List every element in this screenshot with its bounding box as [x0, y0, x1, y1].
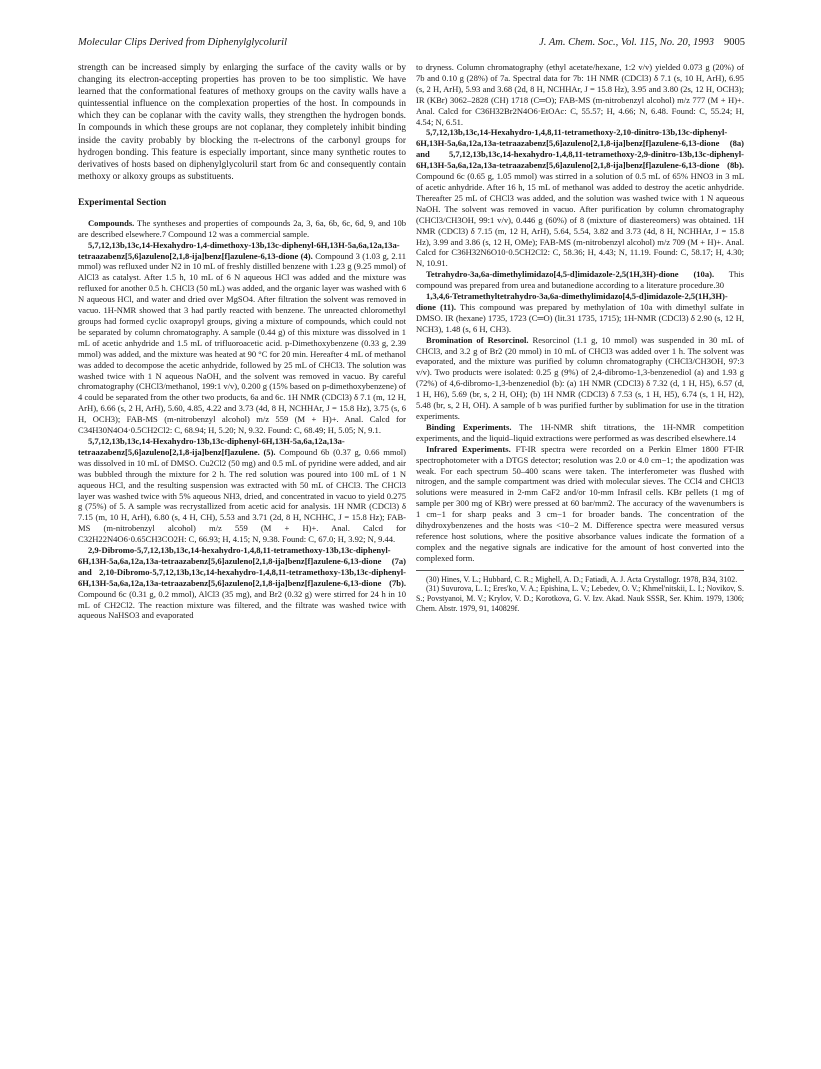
paragraph-title: Infrared Experiments. [426, 443, 511, 454]
running-header [78, 37, 745, 53]
paragraph-body: Compound 6c (0.65 g, 1.05 mmol) was stirred in a solution of 0.5 mL of 65% HNO3 in 3 mL of acetic anhydride. After 16 h, 15 mL of methanol was added to destroy the acetic anhydride. Thereafter 25 mL of CHCl3 was added, and the solution was washed twice with 1 N aqueous NaOH. The solvent was removed in vacuo. After purification by column chromatography (CHCl3/CH3OH, 99:1 v/v), 0.446 g (60%) of 8 (mixture of diastereomers) was obtained. 1H NMR (CDCl3) δ 7.15 (m, 12 H, ArH), 5.64, 5.54, 3.82 and 3.73 (4d, 8 H, NCHHAr, J = 15.8 Hz), 3.99 and 3.86 (s, 12 H, OMe); FAB-MS (m-nitrobenzyl alcohol) m/z 709 (M + H)+. Anal. Calcd for C36H32N6O10·0.5CH2Cl2: C, 58.36; H, 4.43; N, 11.19. Found: C, 58.17; H, 4.30; N, 10.91. [416, 171, 744, 269]
paragraph-bromination [416, 335, 744, 422]
journal-citation [539, 37, 745, 48]
intro-paragraph: strength can be increased simply by enlarging the surface of the cavity walls or by changing its electron-accepting properties has proven to be too simplistic. We have learned that the conformational features of methoxy groups on the cavity walls have a quintessential influence on the complexation properties of the host. In compounds in which they can be coplanar with the cavity walls, they strengthen the hydrogen bonds. In compounds in which these groups are not coplanar, they completely inhibit binding inside the cavity probably by blocking the π-electrons of the carbonyl groups for hydrogen bonding. This feature is especially important, since many synthetic routes to derivatives of hosts based on diphenylglycoluril start from 6c and consequently contain methoxy or alkoxy groups as substituents. [78, 63, 406, 182]
footnote-30: (30) Hines, V. L.; Hubbard, C. R.; Mighell, A. D.; Fatiadi, A. J. Acta Crystallogr. 1978, B34, 3102. [426, 574, 738, 584]
paragraph-body: Compound 3 (1.03 g, 2.11 mmol) was refluxed under N2 in 10 mL of freshly distilled benzene with 1.23 g (9.25 mmol) of AlCl3 as catalyst. After 1.5 h, 10 mL of 6 N aqueous HCl was added and the mixture was refluxed for another 0.5 h. CHCl3 (50 mL) was added, and the organic layer was washed with 6 N aqueous HCl, and water and dried over MgSO4. After filtration the solvent was removed in vacuo. 1H-NMR showed that 3 had partly reacted with benzene. The unreacted chloromethyl groups had formed cyclic oxapropyl groups, giving a mixture of compounds, which could not be separated by column chromatography. A sample (0.44 g) of this mixture was dissolved in 1 mL of acetic anhydride and 1.5 mL of trifluoroacetic acid. p-Dimethoxybenzene (0.33 g, 2.39 mmol) was added, and the mixture was heated at 90 °C for 20 min. Hereafter 4 mL of methanol was added to decompose the acetic anhydride, followed by 25 mL of CHCl3. The solution was washed twice with 1 N aqueous NaOH, and the solvent was removed in vacuo. By careful chromatography (CHCl3/methanol, 199:1 v/v), 0.200 g (15% based on p-dimethoxybenzene) of 4 could be separated from the other two products, 6a and 6c. 1H NMR (CDCl3) δ 7.1 (m, 12 H, ArH), 6.66 (s, 2 H, ArH), 5.60, 4.85, 4.22 and 3.73 (4d, 8 H, NCHHAr, J = 15.8 Hz), 3.75 (s, 6 H, OCH3); FAB-MS (m-nitrobenzyl alcohol) m/z 559 (M + H)+. Anal. Calcd for C34H30N4O4·0.5CH2Cl2: C, 68.94; H, 5.20; N, 9.32. Found: C, 68.49; H, 5.05; N, 9.1. [78, 250, 406, 436]
paragraph-body: Compound 6b (0.37 g, 0.66 mmol) was dissolved in 10 mL of DMSO. Cu2Cl2 (50 mg) and 0.5 mL of pyridine were added, and air was bubbled through the mixture for 2 h. The red solution was poured into 100 mL of 1 N aqueous HCl, and the resulting suspension was extracted with 50 mL of CHCl3. The CHCl3 layer was washed twice with 5% aqueous NH3, dried, and concentrated in vacuo to yield 0.275 g (75%) of 5. A sample was recrystallized from acetic acid for analysis. 1H NMR (CDCl3) δ 7.15 (m, 10 H, ArH), 6.80 (s, 4 H, CH), 5.53 and 3.71 (2d, 8 H, NCHHC, J = 15.8 Hz); FAB-MS (m-nitrobenzyl alcohol) m/z 559 (M + H)+. Anal. Calcd for C32H22N4O6·0.65CH3CO2H: C, 66.93; H, 4.15; N, 9.38. Found: C, 67.0; H, 3.92; N, 9.44. [78, 446, 406, 545]
paragraph-compound-5 [78, 436, 406, 545]
paragraph-compound-7 [78, 545, 406, 621]
paragraph-body: The syntheses and properties of compounds 2a, 3, 6a, 6b, 6c, 6d, 9, and 10b are described elsewhere.7 Compound 12 was a commercial sample. [78, 217, 406, 239]
left-column [78, 62, 406, 621]
paragraph-body: Compound 6c (0.31 g, 0.2 mmol), AlCl3 (35 mg), and Br2 (0.32 g) were stirred for 24 h in 10 mL of CH2Cl2. The reaction mixture was filtered, and the filtrate was washed twice with aqueous NaHSO3 and evaporated [78, 588, 406, 621]
section-heading: Experimental Section [78, 196, 167, 208]
paragraph-compound-8 [416, 127, 744, 269]
running-title: Molecular Clips Derived from Diphenylglycoluril [78, 37, 287, 48]
paragraph-binding [416, 422, 744, 444]
paragraph-title: Binding Experiments. [426, 421, 512, 432]
paragraph-compound-11 [416, 291, 744, 335]
paragraph-body: This compound was prepared by methylation of 10a with dimethyl sulfate in DMSO. IR (hexane) 1735, 1723 (C═O) (lit.31 1735, 1715); 1H-NMR (CDCl3) δ 2.90 (s, 12 H, NCH3), 1.48 (s, 6 H, CH3). [416, 301, 744, 334]
paragraph-title: Bromination of Resorcinol. [426, 334, 529, 345]
paragraph-title: Tetrahydro-3a,6a-dimethylimidazo[4,5-d]imidazole-2,5(1H,3H)-dione (10a). [426, 269, 715, 280]
paragraph-title: 2,9-Dibromo-5,7,12,13b,13c,14-hexahydro-1,4,8,11-tetramethoxy-13b,13c-diphenyl-6H,13H-5a,6a,12a,13a-tetraazabenz[5,6]azuleno[2,1,8-ija]benz[f]azulene-6,13-dione (7a) and 2,10-Dibromo-5,7,12,13b,13c,14-hexahydro-1,4,8,11-tetramethoxy-13b,13c-diphenyl-6H,13H-5a,6a,12a,13a-tetraazabenz[5,6]azuleno[2,1,8-ija]benz[f]azulene-6,13-dione (7b). [78, 545, 406, 588]
footnotes [416, 570, 744, 614]
paragraph-title: 5,7,12,13b,13c,14-Hexahydro-1,4,8,11-tetramethoxy-2,10-dinitro-13b,13c-diphenyl-6H,13H-5a,6a,12a,13a-tetraazabenz[5,6]azuleno[2,1,8-ija]benz[f]azulene-6,13-dione (8a) and 5,7,12,13b,13c,14-hexahydro-1,4,8,11-tetramethoxy-2,9-dinitro-13b,13c-diphenyl-6H,13H-5a,6a,12a,13a-tetraazabenz[5,6]azuleno[2,1,8-ija]benz[f]azulene-6,13-dione (8b). [416, 127, 744, 171]
paragraph-body: FT-IR spectra were recorded on a Perkin Elmer 1800 FT-IR spectrophotometer with a DTGS detector; resolution was 2.0 or 4.0 cm−1; the apodization was weak. For each spectrum 50–400 scans were taken. The interferometer was flushed with nitrogen, and the sample compartment was dried with molecular sieves. The CCl4 and CHCl3 solutions were measured in 2-mm CaF2 and/or 10-mm Infrasil cells. KBr pellets (1 mg of sample per 300 mg of KBr) were pressed at 60 bar/mm2. The accuracy of the wavenumbers is 1 cm−1 for sharp peaks and 3 cm−1 for broader bands. The concentration of the dihydroxybenzenes and the hosts was <10−2 M. Difference spectra were measured versus reference host solutions, where the positive absorbance values indicate the formation of a complex and the negative signals are indicative for the amount of host converted into the complexed form. [416, 443, 744, 563]
paragraph-compound-10a [416, 269, 744, 291]
journal-name: J. Am. Chem. Soc., Vol. 115, No. 20, 1993 [539, 37, 714, 48]
paragraph-compound-4 [78, 240, 406, 436]
paragraph-title: 5,7,12,13b,13c,14-Hexahydro-13b,13c-diphenyl-6H,13H-5a,6a,12a,13a-tetraazabenz[5,6]azuleno[2,1,8-ija]benz[f]azulene. (5). [78, 435, 345, 457]
page-number: 9005 [724, 37, 745, 48]
paragraph-title: 1,3,4,6-Tetramethyltetrahydro-3a,6a-dimethylimidazo[4,5-d]imidazole-2,5(1H,3H)-dione (11). [416, 291, 728, 312]
paragraph-body: The 1H-NMR shift titrations, the 1H-NMR competition experiments, and the liquid–liquid extractions were performed as was described elsewhere.14 [416, 421, 744, 443]
paragraph-body: Resorcinol (1.1 g, 10 mmol) was suspended in 30 mL of CHCl3, and 3.2 g of Br2 (20 mmol) in 10 mL of CHCl3 was added over 1 h. The solvent was evaporated, and the mixture was purified by column chromatography (CHCl3/CH3OH, 97:3 v/v). Two products were isolated: 0.25 g (9%) of 2,4-dibromo-1,3-benzenediol (a) and 1.93 g (72%) of 4,6-dibromo-1,3-benzenediol (b): (a) 1H NMR (CDCl3) δ 7.32 (d, 1 H, H5), 6.57 (d, 1 H, H6), 5.69 (br, s, 2 H, OH); (b) 1H NMR (CDCl3) δ 7.53 (s, 1 H, H5), 6.74 (s, 1 H, H2), 5.48 (br, s, 2 H, OH). A sample of b was purified further by sublimation for use in the titration experiments. [416, 334, 745, 421]
right-column [416, 62, 744, 614]
paragraph-continued: to dryness. Column chromatography (ethyl acetate/hexane, 1:2 v/v) yielded 0.073 g (20%) of 7b and 0.10 g (28%) of 7a. Spectral data for 7b: 1H NMR (CDCl3) δ 7.1 (s, 10 H, ArH), 6.95 (s, 2 H, ArH), 5.93 and 3.68 (2d, 8 H, NCHHAr, J = 15.8 Hz), 3.95 and 3.80 (2s, 12 H, OCH3); IR (KBr) 3062–2828 (CH) 1718 (C═O); FAB-MS (m-nitrobenzyl alcohol) m/z 777 (M + H)+. Anal. Calcd for C36H32Br2N4O6·EtOAc: C, 55.57; H, 4.66; N, 6.48. Found: C, 55.24; H, 4.54; N, 6.51. [416, 62, 744, 127]
paragraph-title: Compounds. [88, 217, 135, 228]
paragraph-infrared [416, 444, 744, 564]
paragraph-compounds [78, 218, 406, 240]
paragraph-body: This compound was prepared from urea and butanedione according to a literature procedure.30 [416, 269, 744, 291]
footnote-31: (31) Suvurova, L. I.; Eres'ko, V. A.; Epishina, L. V.; Lebedev, O. V.; Khmel'nitskii, L. I.; Novikov, S. S.; Povstyanoi, M. V.; Krylov, V. D.; Korotkova, G. V. Izv. Akad. Nauk SSSR, Ser. Khim. 1979, 1306; Chem. Abstr. 1979, 91, 140829f. [416, 584, 744, 613]
paragraph-title: 5,7,12,13b,13c,14-Hexahydro-1,4-dimethoxy-13b,13c-diphenyl-6H,13H-5a,6a,12a,13a-tetraazabenz[5,6]azuleno[2,1,8-ija]benz[f]azulene-6,13-dione (4). [78, 239, 400, 261]
